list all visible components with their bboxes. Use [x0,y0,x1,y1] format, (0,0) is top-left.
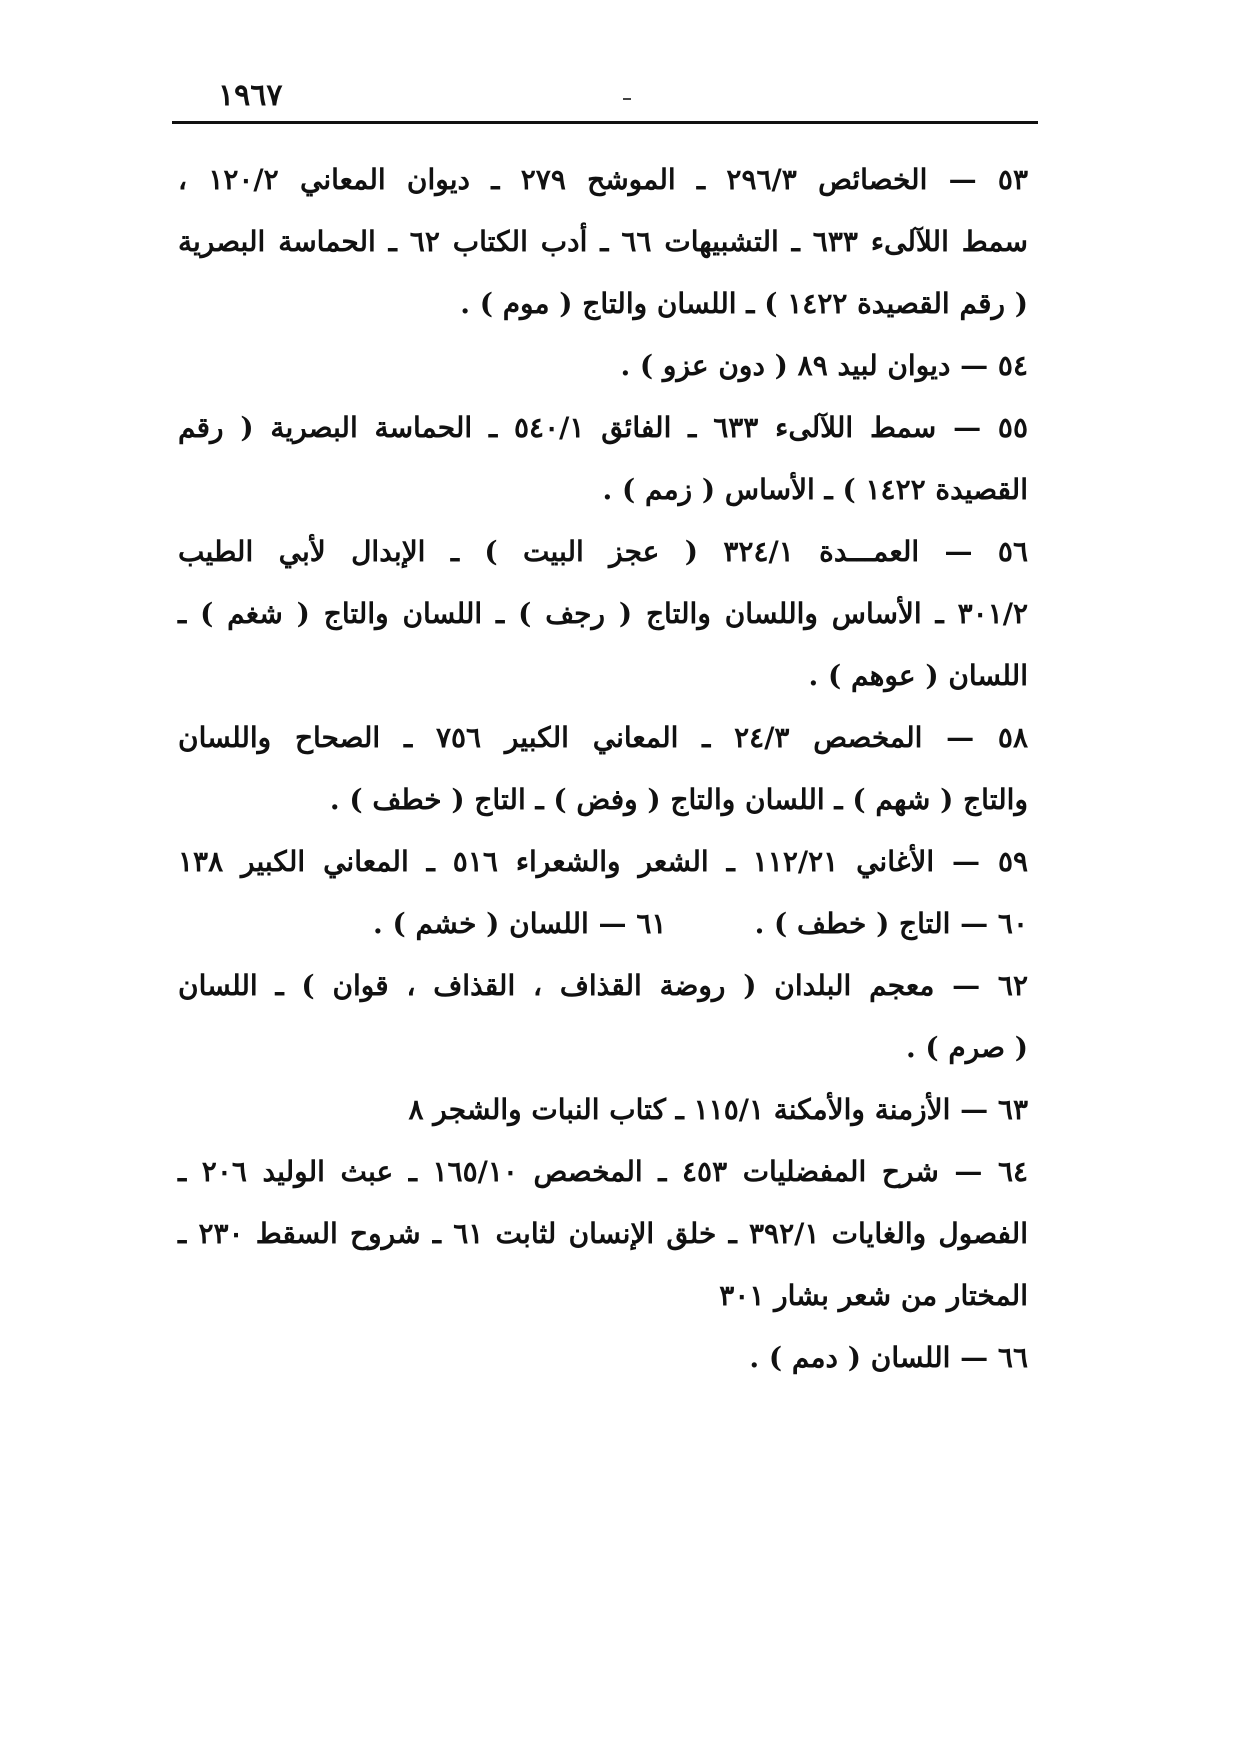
note-line: ٥٣ — الخصائص ٢٩٦/٣ ـ الموشح ٢٧٩ ـ ديوان المعاني ١٢٠/٢ ، [178,163,1028,196]
note-line: ٥٨ — المخصص ٢٤/٣ ـ المعاني الكبير ٧٥٦ ـ الصحاح واللسان [178,721,1028,754]
note-line: سمط اللآلىء ٦٣٣ ـ التشبيهات ٦٦ ـ أدب الكتاب ٦٢ ـ الحماسة البصرية [178,225,1028,258]
note-line: ٥٤ — ديوان لبيد ٨٩ ( دون عزو ) . [620,349,1028,382]
note-line: الفصول والغايات ٣٩٢/١ ـ خلق الإنسان لثابت ٦١ ـ شروح السقط ٢٣٠ ـ [178,1217,1028,1250]
note-line: ٦٦ — اللسان ( دمم ) . [749,1341,1028,1374]
note-line: ٥٦ — العمـــدة ٣٢٤/١ ( عجز البيت ) ـ الإبدال لأبي الطيب [178,535,1028,568]
note-line: ٦٠ — التاج ( خطف ) . [754,907,1028,940]
note-line: ٦٤ — شرح المفضليات ٤٥٣ ـ المخصص ١٦٥/١٠ ـ عبث الوليد ٢٠٦ ـ [178,1155,1029,1188]
note-line: ٥٥ — سمط اللآلىء ٦٣٣ ـ الفائق ٥٤٠/١ ـ الحماسة البصرية ( رقم [178,411,1028,444]
note-line: ( صرم ) . [905,1031,1028,1064]
note-line: ٦٢ — معجم البلدان ( روضة القذاف ، القذاف ، قوان ) ـ اللسان [178,969,1028,1002]
header-rule [172,121,1038,124]
note-line: اللسان ( عوهم ) . [808,659,1028,692]
page-number: ١٩٦٧ [218,78,283,113]
note-line: والتاج ( شهم ) ـ اللسان والتاج ( وفض ) ـ التاج ( خطف ) . [329,783,1028,816]
note-line: القصيدة ١٤٢٢ ) ـ الأساس ( زمم ) . [602,473,1028,506]
header-mark [623,98,631,100]
note-line: ٦١ — اللسان ( خشم ) . [373,907,667,940]
note-line: ٥٩ — الأغاني ١١٢/٢١ ـ الشعر والشعراء ٥١٦ ـ المعاني الكبير ١٣٨ [178,845,1029,878]
note-line: ( رقم القصيدة ١٤٢٢ ) ـ اللسان والتاج ( موم ) . [460,287,1028,320]
note-line: المختار من شعر بشار ٣٠١ [719,1279,1028,1312]
note-line: ٣٠١/٢ ـ الأساس واللسان والتاج ( رجف ) ـ اللسان والتاج ( شغم ) ـ [178,597,1028,630]
note-line: ٦٣ — الأزمنة والأمكنة ١١٥/١ ـ كتاب النبات والشجر ٨ [408,1093,1028,1126]
